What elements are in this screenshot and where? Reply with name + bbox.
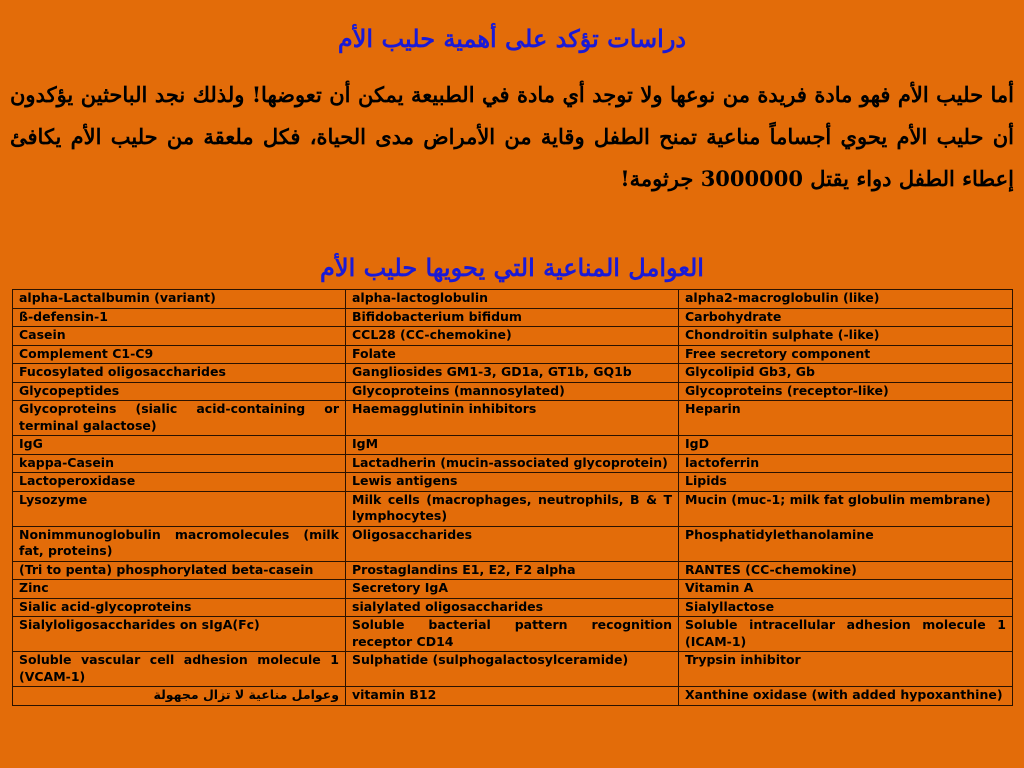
table-cell: Free secretory component: [679, 345, 1013, 364]
intro-paragraph: أما حليب الأم فهو مادة فريدة من نوعها ولا توجد أي مادة في الطبيعة يمكن أن تعوضها! ولذلك نجد الباحثين يؤكدون أن حليب الأم يحوي أجساماً مناعية تمنح الطفل وقاية من الأمراض مدى الحياة، فكل ملعقة من حليب الأم يكافئ إعطاء الطفل دواء يقتل 3000000 جرثومة!: [10, 82, 1014, 191]
table-cell: Sulphatide (sulphogalactosylceramide): [346, 652, 679, 687]
table-row: [13, 526, 1013, 561]
table-cell: Lactoperoxidase: [13, 473, 346, 492]
table-cell: (Tri to penta) phosphorylated beta-casein: [13, 561, 346, 580]
table-cell: sialylated oligosaccharides: [346, 598, 679, 617]
table-cell: IgG: [13, 436, 346, 455]
table-row: [13, 580, 1013, 599]
table-cell: Mucin (muc-1; milk fat globulin membrane): [679, 491, 1013, 526]
table-row: [13, 687, 1013, 706]
immune-factors-table-body: [13, 290, 1013, 706]
table-cell: Heparin: [679, 401, 1013, 436]
table-cell: Glycoproteins (receptor-like): [679, 382, 1013, 401]
table-cell: CCL28 (CC-chemokine): [346, 327, 679, 346]
table-row: [13, 598, 1013, 617]
table-cell: Lipids: [679, 473, 1013, 492]
table-cell: Casein: [13, 327, 346, 346]
table-cell: alpha-Lactalbumin (variant): [13, 290, 346, 309]
slide-title: دراسات تؤكد على أهمية حليب الأم: [337, 24, 687, 53]
table-cell: وعوامل مناعية لا تزال مجهولة: [13, 687, 346, 706]
table-cell: Lactadherin (mucin-associated glycoprotein): [346, 454, 679, 473]
table-cell: lactoferrin: [679, 454, 1013, 473]
table-heading: العوامل المناعية التي يحويها حليب الأم: [320, 253, 704, 282]
table-cell: alpha2-macroglobulin (like): [679, 290, 1013, 309]
table-row: [13, 327, 1013, 346]
table-row: [13, 436, 1013, 455]
table-cell: Sialyloligosaccharides on sIgA(Fc): [13, 617, 346, 652]
table-cell: Lysozyme: [13, 491, 346, 526]
table-row: [13, 364, 1013, 383]
table-cell: Complement C1-C9: [13, 345, 346, 364]
table-cell: Fucosylated oligosaccharides: [13, 364, 346, 383]
table-cell: Lewis antigens: [346, 473, 679, 492]
table-cell: Trypsin inhibitor: [679, 652, 1013, 687]
table-cell: Zinc: [13, 580, 346, 599]
table-row: [13, 473, 1013, 492]
table-cell: Sialic acid-glycoproteins: [13, 598, 346, 617]
table-row: [13, 652, 1013, 687]
table-cell: IgM: [346, 436, 679, 455]
immune-factors-table: [12, 289, 1013, 706]
table-cell: Glycopeptides: [13, 382, 346, 401]
table-row: [13, 308, 1013, 327]
table-cell: kappa-Casein: [13, 454, 346, 473]
table-row: [13, 382, 1013, 401]
table-cell: Haemagglutinin inhibitors: [346, 401, 679, 436]
table-cell: RANTES (CC-chemokine): [679, 561, 1013, 580]
table-cell: Soluble bacterial pattern recognition receptor CD14: [346, 617, 679, 652]
table-cell: Vitamin A: [679, 580, 1013, 599]
table-cell: alpha-lactoglobulin: [346, 290, 679, 309]
table-cell: Soluble vascular cell adhesion molecule 1 (VCAM-1): [13, 652, 346, 687]
table-cell: Glycoproteins (sialic acid-containing or terminal galactose): [13, 401, 346, 436]
table-row: [13, 617, 1013, 652]
table-cell: Chondroitin sulphate (-like): [679, 327, 1013, 346]
table-cell: Prostaglandins E1, E2, F2 alpha: [346, 561, 679, 580]
table-cell: Secretory IgA: [346, 580, 679, 599]
table-cell: Phosphatidylethanolamine: [679, 526, 1013, 561]
table-row: [13, 290, 1013, 309]
table-cell: Xanthine oxidase (with added hypoxanthine): [679, 687, 1013, 706]
table-cell: Gangliosides GM1-3, GD1a, GT1b, GQ1b: [346, 364, 679, 383]
table-cell: Sialyllactose: [679, 598, 1013, 617]
table-cell: ß-defensin-1: [13, 308, 346, 327]
table-cell: Milk cells (macrophages, neutrophils, B & T lymphocytes): [346, 491, 679, 526]
table-cell: IgD: [679, 436, 1013, 455]
table-cell: Bifidobacterium bifidum: [346, 308, 679, 327]
table-cell: Oligosaccharides: [346, 526, 679, 561]
table-cell: Glycolipid Gb3, Gb: [679, 364, 1013, 383]
table-cell: Folate: [346, 345, 679, 364]
table-cell: Glycoproteins (mannosylated): [346, 382, 679, 401]
table-row: [13, 561, 1013, 580]
table-cell: vitamin B12: [346, 687, 679, 706]
table-cell: Soluble intracellular adhesion molecule 1 (ICAM-1): [679, 617, 1013, 652]
table-row: [13, 454, 1013, 473]
table-row: [13, 491, 1013, 526]
table-row: [13, 345, 1013, 364]
table-cell: Carbohydrate: [679, 308, 1013, 327]
table-row: [13, 401, 1013, 436]
table-cell: Nonimmunoglobulin macromolecules (milk fat, proteins): [13, 526, 346, 561]
